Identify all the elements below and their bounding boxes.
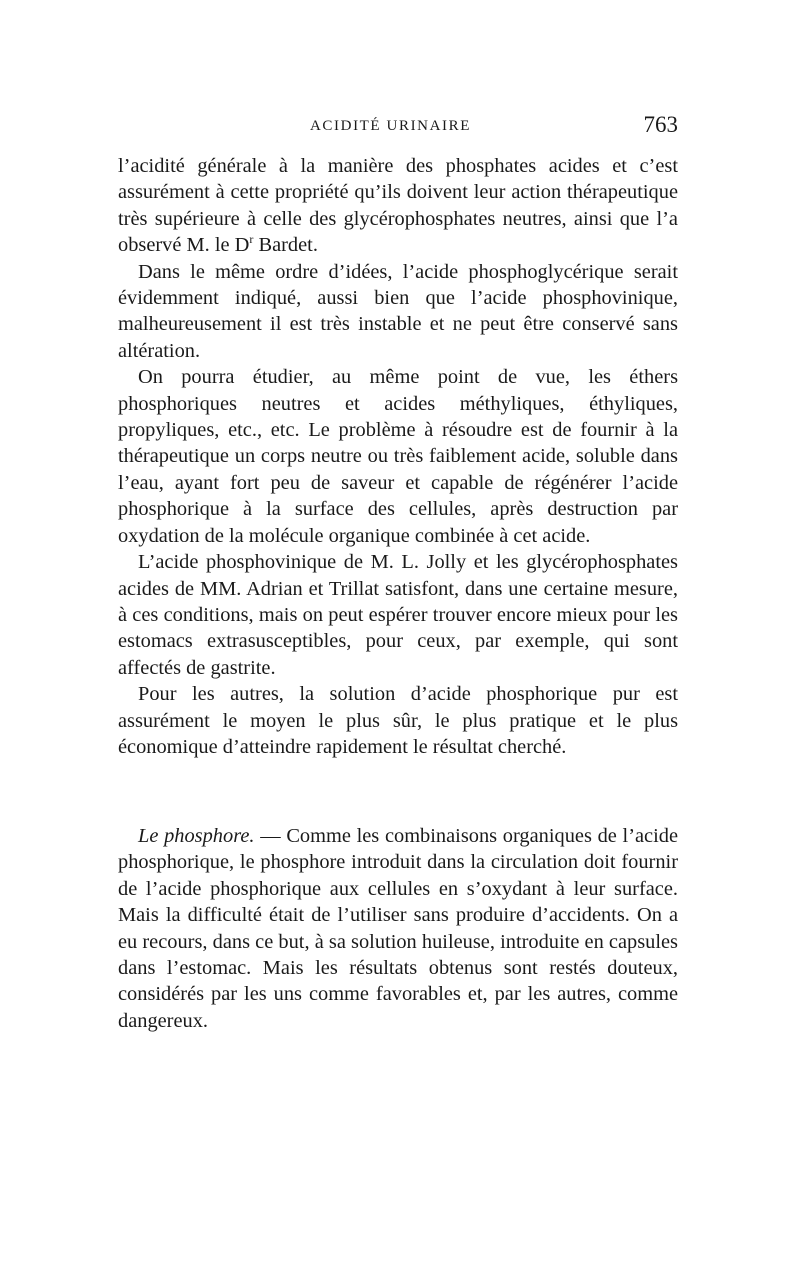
paragraph-1-text: l’acidité générale à la manière des phosphates acides et c’est assurément à cette propriété qu’ils doivent leur action thérapeutique très supérieure à celle des glycérophosphates neutres, ainsi que l’a observé M. le D	[118, 155, 678, 257]
phosphore-section	[118, 823, 678, 1034]
paragraph-phosphore	[118, 823, 678, 1034]
section-heading-phosphore: Le phosphore.	[138, 825, 255, 847]
page-header	[118, 112, 678, 142]
paragraph-1-tail: Bardet.	[253, 234, 318, 257]
paragraph-phosphore-text: — Comme les combinaisons organiques de l’acide phosphorique, le phosphore introduit dans la circulation doit fournir de l’acide phosphorique aux cellules en s’oxydant à leur surface. Mais la difficulté était de l’utiliser sans produire d’accidents. On a eu recours, dans ce but, à sa solution huileuse, introduite en capsules dans l’estomac. Mais les résultats obtenus sont restés douteux, considérés par les uns comme favorables et, par les autres, comme dangereux.	[118, 825, 678, 1032]
paragraph-1	[118, 153, 678, 259]
main-text	[118, 153, 678, 760]
paragraph-5: Pour les autres, la solution d’acide phosphorique pur est assurément le moyen le plus sûr, le plus pratique et le plus économique d’atteindre rapidement le résultat cherché.	[118, 683, 678, 758]
page-number: 763	[643, 112, 678, 137]
running-title: ACIDITÉ URINAIRE	[310, 118, 471, 134]
paragraph-4: L’acide phosphovinique de M. L. Jolly et les glycérophosphates acides de MM. Adrian et Trillat satisfont, dans une certaine mesure, à ces conditions, mais on peut espérer trouver encore mieux pour les estomacs extrasusceptibles, pour ceux, par exemple, qui sont affectés de gastrite.	[118, 551, 678, 679]
doctor-abbrev-superscript: r	[249, 232, 254, 247]
paragraph-2: Dans le même ordre d’idées, l’acide phosphoglycérique serait évidemment indiqué, aussi bien que l’acide phosphovinique, malheureusement il est très instable et ne peut être conservé sans altération.	[118, 260, 678, 362]
paragraph-3: On pourra étudier, au même point de vue, les éthers phosphoriques neutres et acides méthyliques, éthyliques, propyliques, etc., etc. Le problème à résoudre est de fournir à la thérapeutique un corps neutre ou très faiblement acide, soluble dans l’eau, ayant fort peu de saveur et capable de régénérer l’acide phosphorique à la surface des cellules, après destruction par oxydation de la molécule organique combinée à cet acide.	[118, 366, 678, 547]
